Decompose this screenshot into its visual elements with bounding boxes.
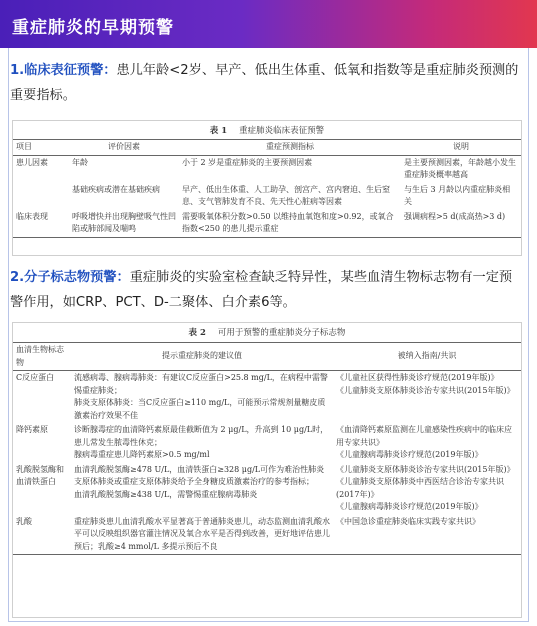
banner-header <box>0 0 537 48</box>
table2-title: 可用于预警的重症肺炎分子标志物 <box>217 328 346 338</box>
table-row <box>13 210 521 238</box>
table2-cell-value: 诊断腺毒症的血清降钙素原最佳截断值为 2 μg/L，升高到 10 μg/L时，患儿常发生脓毒性休克； <box>74 425 329 447</box>
section2-lead: 2.分子标志物预警： <box>10 270 130 285</box>
table1-cell-note: 强调病程>5 d(成高热>3 d) <box>401 210 521 238</box>
table2-header: 血清生物标志物 <box>13 343 71 371</box>
table2-header: 提示重症肺炎的建议值 <box>71 343 333 371</box>
table2-cell-guide: 《儿童肺炎支原体肺炎中西医结合诊治专家共识(2017年)》 <box>336 477 504 499</box>
table2 <box>12 322 522 618</box>
table2-cell-marker: C反应蛋白 <box>16 373 55 382</box>
table1-cell-factor: 年龄 <box>72 157 88 167</box>
table2-cell-marker: 降钙素原 <box>16 425 48 434</box>
table1-cell-item: 临床表现 <box>13 210 69 238</box>
section2-paragraph <box>10 265 524 315</box>
table1-cell-note: 与生后 3 月龄以内重症肺炎相关 <box>404 184 511 206</box>
table1 <box>12 120 522 256</box>
table1-cell-factor: 呼吸增快并出现胸壁吸气性凹陷或肺部闻及喘鸣 <box>69 210 179 238</box>
table-row <box>13 183 521 210</box>
table2-cell-value: 流感病毒、腺病毒肺炎：有建议C反应蛋白>25.8 mg/L，在病程中需警惕重症肺炎； <box>74 373 328 395</box>
table1-grid <box>13 139 521 238</box>
table-row <box>13 155 521 183</box>
table1-cell-item: 患儿因素 <box>16 157 48 167</box>
table2-cell-marker: 乳酸 <box>13 515 71 555</box>
table2-cell-guide: 《儿童肺炎支原体肺炎诊治专家共识(2015年版)》 <box>336 464 515 474</box>
table2-cell-value: 血清乳酸脱氢酶≥438 U/L，需警惕重症腺病毒肺炎 <box>74 489 258 499</box>
table1-caption <box>13 121 521 139</box>
table2-cell-guide: 《血清降钙素原监测在儿童感染性疾病中的临床应用专家共识》 <box>336 425 512 447</box>
table1-cell-indicator: 需要吸氧体积分数>0.50 以维持血氧饱和度>0.92，或氧合指数<250 的患儿提示重症 <box>179 210 401 238</box>
table1-cell-note: 是主要预测因素，年龄越小发生重症肺炎概率越高 <box>404 157 516 179</box>
table1-cell-factor: 基础疾病或潜在基础疾病 <box>72 184 160 194</box>
table1-header: 评价因素 <box>69 140 179 156</box>
table2-cell-guide: 《儿童腺病毒肺炎诊疗规范(2019年版)》 <box>336 450 483 459</box>
table1-cell-indicator: 早产、低出生体重、人工助孕、剖宫产、宫内窘迫、生后窒息、支气管肺发育不良、先天性心脏病等因素 <box>182 184 390 206</box>
table2-cell-value: 腺病毒重症患儿降钙素原>0.5 mg/ml <box>74 450 210 459</box>
table1-number: 表 1 <box>209 126 228 136</box>
table2-cell-guide: 《儿童肺炎支原体肺炎诊治专家共识(2015年版)》 <box>336 385 515 395</box>
table-row <box>13 371 521 424</box>
table1-cell-item <box>13 183 69 210</box>
table1-header: 说明 <box>401 140 521 156</box>
table2-header: 被纳入指南/共识 <box>333 343 521 371</box>
table-row <box>13 423 521 463</box>
section1-text: 患儿年龄<2岁、早产、低出生体重、低氧和指数等是重症肺炎预测的重要指标。 <box>10 63 519 103</box>
section1-paragraph <box>10 58 524 108</box>
table2-cell-guide: 《儿童社区获得性肺炎诊疗规范(2019年版)》 <box>336 373 499 382</box>
table1-header: 项目 <box>13 140 69 156</box>
table-row <box>13 463 521 515</box>
table2-cell-marker: 乳酸脱氢酶和血清铁蛋白 <box>16 464 64 486</box>
table2-cell-guide: 《中国急诊重症肺炎临床实践专家共识》 <box>336 516 480 526</box>
table2-cell-value: 肺炎支原体肺炎：当C反应蛋白≥110 mg/L，可能预示常规剂量糖皮质激素治疗效果不佳 <box>74 398 326 420</box>
table2-number: 表 2 <box>188 328 206 338</box>
section1-lead: 1.临床表征预警： <box>10 63 117 78</box>
table-row <box>13 515 521 555</box>
table2-cell-guide: 《儿童腺病毒肺炎诊疗规范(2019年版)》 <box>336 502 483 511</box>
table1-cell-indicator: 小于 2 岁是重症肺炎的主要预测因素 <box>182 157 313 167</box>
table1-header: 重症预测指标 <box>179 140 401 156</box>
table2-cell-value: 血清乳酸脱氢酶≥478 U/L，血清铁蛋白≥328 μg/L可作为难治性肺炎支原体肺炎或重症支原体肺炎给予全身糖皮质激素治疗的参考指标； <box>74 464 325 486</box>
table1-title: 重症肺炎临床表征预警 <box>239 126 325 136</box>
table2-cell-value: 重症肺炎患儿血清乳酸水平显著高于普通肺炎患儿，动态监测血清乳酸水平可以反映组织器官灌注情况及氧合水平是否得到改善，更好地评估患儿预后；乳酸≥4 mmol/L 多提示预后不良 <box>74 516 330 551</box>
page-title: 重症肺炎的早期预警 <box>12 18 174 38</box>
section2-text: 重症肺炎的实验室检查缺乏特异性，某些血清生物标志物有一定预警作用，如CRP、PCT、D-二聚体、白介素6等。 <box>10 270 513 310</box>
table2-caption <box>13 323 521 342</box>
table2-grid <box>13 342 521 555</box>
